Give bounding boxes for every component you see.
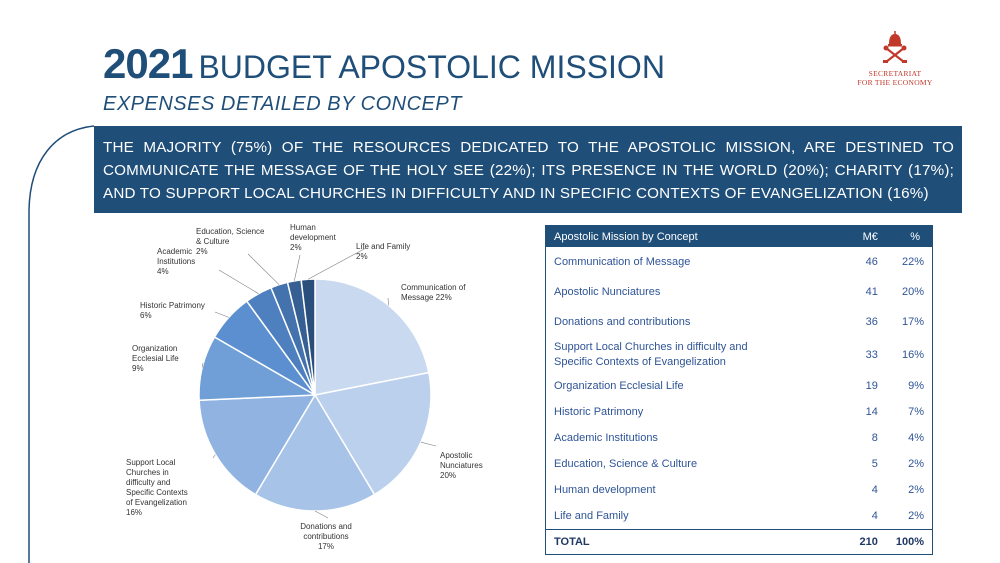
leader-line: [215, 312, 229, 317]
row-value: 33: [865, 348, 878, 361]
row-value: 8: [871, 432, 878, 444]
total-label: TOTAL: [546, 530, 816, 555]
leader-line: [315, 511, 328, 518]
leader-line: [219, 270, 259, 294]
table-row: [546, 477, 933, 503]
leader-line: [294, 255, 300, 281]
row-value: 41: [865, 286, 878, 298]
row-percent: 2%: [908, 510, 924, 522]
table-row: [546, 307, 933, 337]
slice-label: Support Local Churches in difficulty and Specific Contexts of Evangelization 16%: [126, 458, 188, 517]
logo-line-2: FOR THE ECONOMY: [857, 78, 933, 87]
row-value: 46: [865, 256, 878, 268]
row-concept-line-1: Support Local Churches in difficulty and: [554, 341, 748, 353]
row-concept: Apostolic Nunciatures: [554, 286, 661, 298]
table-header-row: [546, 226, 933, 248]
table-row: [546, 337, 933, 373]
slice-label: Academic Institutions 4%: [157, 247, 196, 276]
table-row: [546, 425, 933, 451]
table-row: [546, 399, 933, 425]
table-total-row: [546, 530, 933, 555]
concept-table: [545, 225, 933, 555]
logo-line-1: SECRETARIAT: [868, 69, 922, 78]
row-percent: 20%: [901, 286, 924, 298]
table-row: [546, 373, 933, 399]
row-value: 5: [871, 458, 878, 470]
row-concept: [546, 337, 816, 373]
summary-banner: THE MAJORITY (75%) OF THE RESOURCES DEDICATED TO THE APOSTOLIC MISSION, ARE DESTINED TO COMMUNICATE THE MESSAGE OF THE HOLY SEE (22%); ITS PRESENCE IN THE WORLD (20%); CHARITY (17%); AND TO SUPPORT LOCAL CHURCHES IN DIFFICULTY AND IN SPECIFIC CONTEXTS OF EVANGELIZATION (16%): [94, 126, 962, 213]
row-concept-line-2: Specific Contexts of Evangelization: [554, 356, 726, 368]
row-concept: Academic Institutions: [554, 432, 658, 444]
row-concept: Communication of Message: [554, 256, 691, 268]
slice-label: Communication of Message 22%: [401, 283, 466, 302]
header-concept: Apostolic Mission by Concept: [546, 226, 816, 248]
row-value: 19: [865, 380, 878, 392]
total-value: 210: [815, 530, 888, 555]
row-concept: Education, Science & Culture: [554, 458, 698, 470]
slice-label: Apostolic Nunciatures 20%: [440, 451, 483, 480]
table-row: [546, 247, 933, 277]
slice-label: Organization Ecclesial Life 9%: [132, 344, 179, 373]
row-concept: Donations and contributions: [554, 316, 691, 328]
title-text: BUDGET APOSTOLIC MISSION: [198, 49, 665, 85]
row-percent: 4%: [908, 432, 924, 444]
secretariat-logo: [852, 30, 938, 87]
row-percent: 22%: [901, 256, 924, 268]
row-percent: 16%: [901, 348, 924, 361]
row-value: 14: [865, 406, 878, 418]
page-title: [103, 40, 665, 88]
leader-line: [213, 454, 215, 458]
row-percent: 2%: [908, 484, 924, 496]
row-concept: Life and Family: [554, 510, 629, 522]
leader-line: [421, 442, 436, 446]
leader-line: [248, 254, 279, 285]
row-percent: 17%: [901, 316, 924, 328]
slice-label: Life and Family 2%: [356, 242, 411, 261]
papal-keys-tiara-icon: [880, 30, 910, 64]
table-row: [546, 277, 933, 307]
pie-chart: [118, 218, 508, 558]
row-value: 4: [871, 484, 878, 496]
row-value: 4: [871, 510, 878, 522]
row-percent: 9%: [908, 380, 924, 392]
total-percent: 100%: [888, 530, 933, 555]
slice-label: Donations and contributions 17%: [300, 522, 352, 551]
row-concept: Human development: [554, 484, 656, 496]
slice-label: Historic Patrimony 6%: [140, 301, 205, 320]
page-subtitle: EXPENSES DETAILED BY CONCEPT: [103, 93, 462, 115]
slice-label: Education, Science & Culture 2%: [196, 227, 265, 256]
title-year: 2021: [103, 40, 193, 87]
row-value: 36: [865, 316, 878, 328]
table-row: [546, 503, 933, 530]
table-row: [546, 451, 933, 477]
row-percent: 2%: [908, 458, 924, 470]
header-percent: %: [888, 226, 933, 248]
header-value: M€: [815, 226, 888, 248]
row-concept: Historic Patrimony: [554, 406, 644, 418]
slice-label: Human development 2%: [290, 223, 336, 252]
row-percent: 7%: [908, 406, 924, 418]
row-concept: Organization Ecclesial Life: [554, 380, 684, 392]
